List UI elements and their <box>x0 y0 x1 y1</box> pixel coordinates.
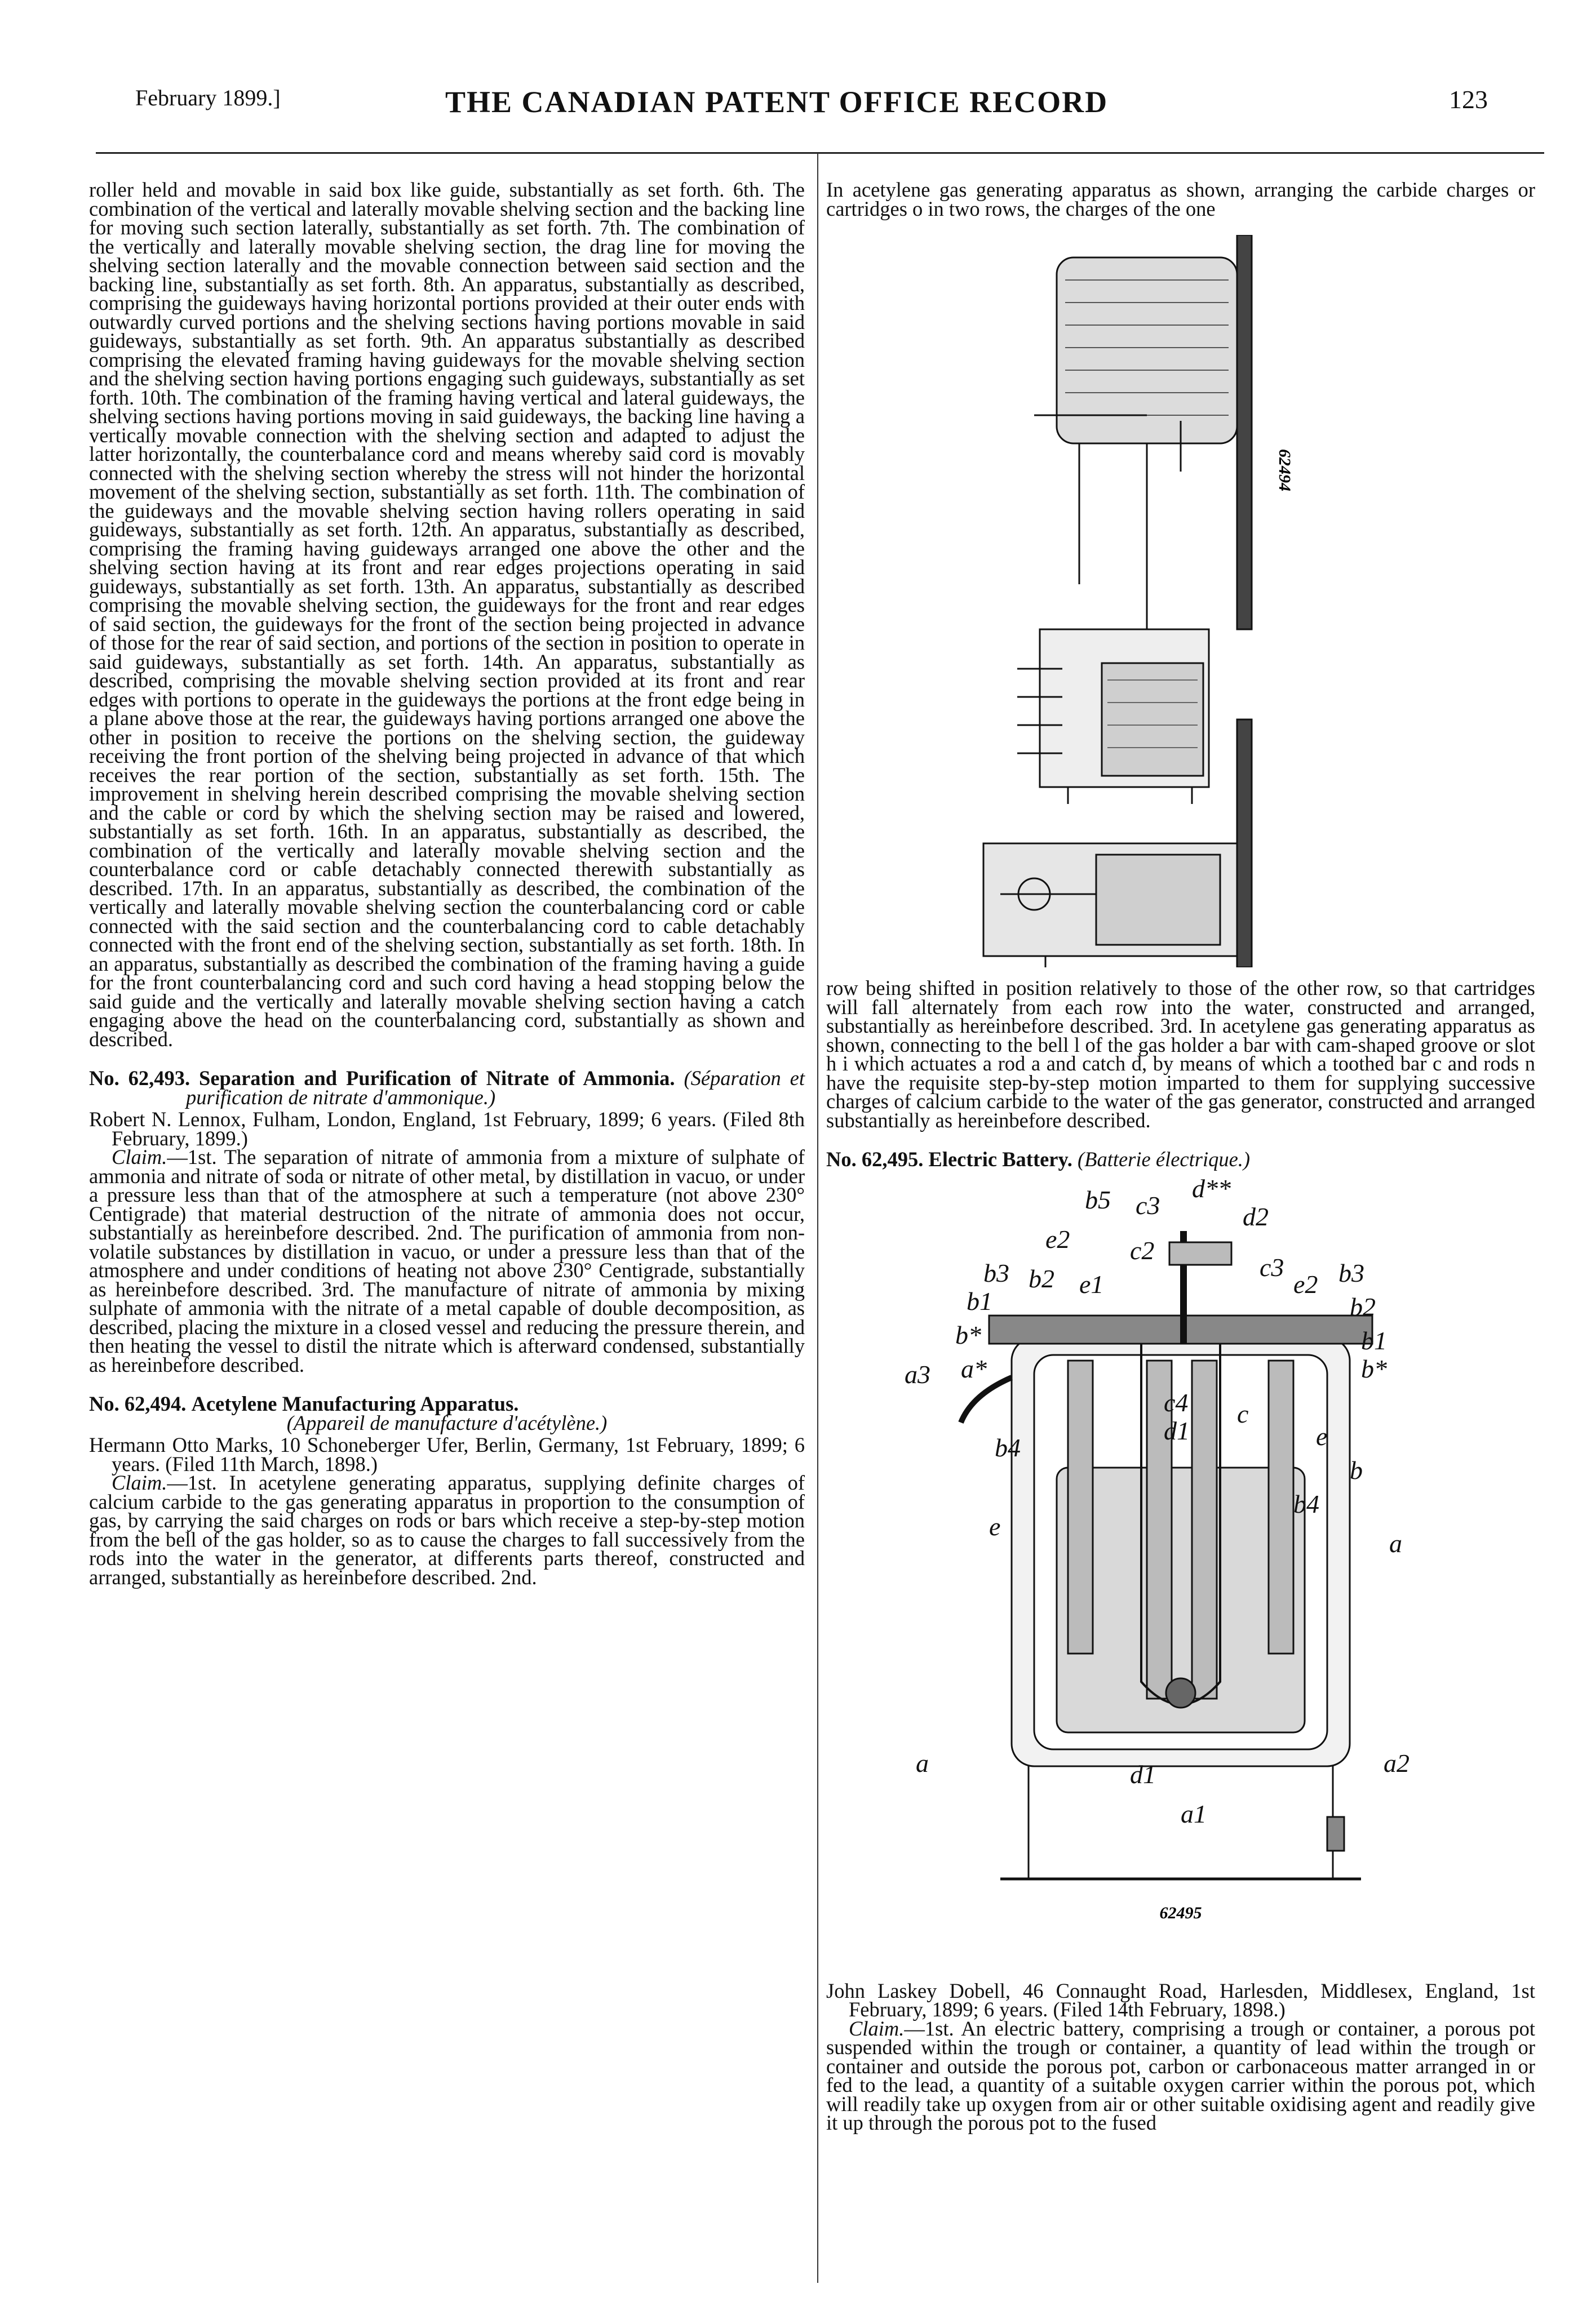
patent-62494-inventor: Hermann Otto Marks, 10 Schoneberger Ufer, Berlin, Germany, 1st February, 1899; 6 years. (Filed 11th March, 1898.) <box>89 1433 805 1476</box>
figure-label: b3 <box>983 1258 1009 1287</box>
figure-label: d1 <box>1130 1759 1156 1789</box>
figure-label: e1 <box>1079 1269 1104 1299</box>
issue-date: February 1899.] <box>135 85 281 110</box>
figure-label: b1 <box>1361 1326 1387 1355</box>
patent-number: No. 62,495. <box>826 1148 924 1171</box>
figure-label: d** <box>1192 1174 1231 1203</box>
figure-label: a3 <box>905 1359 930 1389</box>
shelving-claims-continuation: roller held and movable in said box like guide, substantially as set forth. 6th. The combination of the vertical and laterally movable shelving section and the backing line for moving such section laterally, substantially as set forth. 7th. The combination of the vertically and laterally movable shelving section, the drag line for moving the shelving section laterally and the movable connection between said section and the backing line, substantially as set forth. 8th. An apparatus, substantially as described, comprising the guideways having horizontal portions provided at their outer ends with outwardly curved portions and the shelving sections having portions movable in said guideways, substantially as set forth. 9th. An apparatus substantially as described comprising the elevated framing having guideways for the movable shelving section and the shelving section having portions engaging such guideways, substantially as set forth. 10th. The combination of the framing having vertical and lateral guideways, the shelving sections having portions moving in said guideways, the backing line having a vertically movable connection with the shelving section and adapted to adjust the latter horizontally, the counterbalance cord and means whereby said cord is movably connected with the shelving section whereby the stress will not hinder the horizontal movement of the shelving section, substantially as set forth. 11th. The combination of the guideways and the movable shelving section having rollers operating in said guideways, substantially as set forth. 12th. An apparatus, substantially as described, comprising the framing having guideways arranged one above the other and the shelving section having at its front and rear edges projections operating in said guideways, substantially as set forth. 13th. An apparatus, substantially as described comprising the movable shelving section, the guideways for the front and rear edges of said section, the guideways for the front of the section being projected in advance of those for the rear of said section, and portions of the section in position to operate in said guideways, substantially as set forth. 14th. An apparatus, substantially as described, comprising the movable shelving section provided at its front and rear edges with portions to operate in the guideways the portions at the front edge being in a plane above those at the rear, the guideways having portions arranged one above the other in position to receive the portions on the shelving section, the guideway receiving the front portion of the shelving being projected in advance of that which receives the rear portion of the section, substantially as set forth. 15th. The improvement in shelving herein described comprising the movable shelving section and the cable or cord by which the shelving section may be raised and lowered, substantially as set forth. 16th. In an apparatus, substantially as described, the combination of the vertically and laterally movable shelving section and the counterbalance cord or cable detachably connected therewith substantially as described. 17th. In an apparatus, substantially as described, the combination of the vertically and laterally movable shelving section the counterbalancing cord or cable connected with the said section and the counterbalancing cord to cable detachably connected with the front end of the shelving section, substantially as set forth. 18th. In an apparatus, substantially as described the combination of the framing having a guide for the front counterbalancing cord and such cord having a head stopping below the said guide and the vertically and laterally movable shelving section having a catch engaging above the head on the counterbalancing cord, substantially as shown and described. <box>89 178 805 1051</box>
figure-label: b3 <box>1338 1258 1364 1287</box>
left-column <box>89 180 805 1587</box>
patent-french-title: (Batterie électrique.) <box>1078 1148 1251 1171</box>
claim-label: Claim. <box>849 2016 905 2040</box>
figure-label: e <box>989 1512 1001 1541</box>
figure-label: b5 <box>1085 1185 1111 1214</box>
patent-62494-french-title: (Appareil de manufacture d'acétylène.) <box>286 1411 608 1434</box>
figure-label: e <box>1316 1421 1328 1451</box>
figure-label: a <box>916 1748 929 1778</box>
patent-62494-claims <box>89 1473 805 1587</box>
electric-battery-figure <box>899 1175 1462 1975</box>
figure-label: d2 <box>1243 1202 1269 1231</box>
claim-label: Claim. <box>112 1471 167 1494</box>
figure-caption-id: 62495 <box>1159 1903 1202 1922</box>
claim-label: Claim. <box>112 1145 167 1168</box>
figure-label: b2 <box>1029 1264 1054 1293</box>
patent-french-title: (Séparation et purification de nitrate d'ammonique.) <box>186 1067 805 1109</box>
patent-62493-heading <box>89 1069 805 1107</box>
figure-label: c3 <box>1260 1252 1284 1282</box>
patent-title: Separation and Purification of Nitrate of Ammonia. <box>199 1067 675 1090</box>
header-rule <box>96 152 1544 154</box>
figure-label: d1 <box>1164 1416 1190 1445</box>
figure-label: b1 <box>967 1286 992 1316</box>
figure-label: a* <box>961 1354 987 1383</box>
figure-label: c4 <box>1164 1388 1189 1417</box>
patent-62493-inventor: Robert N. Lennox, Fulham, London, England, 1st February, 1899; 6 years. (Filed 8th February, 1899.) <box>89 1108 805 1150</box>
right-column <box>826 180 1535 2132</box>
patent-62493-claims <box>89 1145 805 1376</box>
acetylene-claims-continuation-top: In acetylene gas generating apparatus as shown, arranging the carbide charges or cartridges o in two rows, the charges of the one <box>826 178 1535 220</box>
figure-label: c3 <box>1136 1190 1160 1220</box>
figure-label: a1 <box>1181 1799 1207 1828</box>
figure-label: b2 <box>1350 1292 1376 1321</box>
acetylene-claims-continuation-bottom: row being shifted in position relatively to those of the other row, so that cartridges will fall alternately from each row into the water, constructed and arranged, substantially as hereinbefore described. 3rd. In acetylene gas generating apparatus as shown, connecting to the bell l of the gas holder a bar with cam-shaped groove or slot h i which actuates a rod a and catch d, by means of which a toothed bar c and rods n have the requisite step-by-step motion imparted to them for supplying successive charges of calcium carbide to the water of the gas generator, constructed and arranged substantially as hereinbefore described. <box>826 976 1535 1132</box>
patent-title: Acetylene Manufacturing Apparatus. <box>191 1392 519 1415</box>
column-rule <box>817 153 818 2283</box>
figure-label: b <box>1350 1455 1363 1485</box>
figure-label: e2 <box>1293 1269 1318 1299</box>
figure-label: b* <box>955 1320 981 1349</box>
claim-text: —1st. In acetylene generating apparatus, supplying definite charges of calcium carbide to the gas generating apparatus in proportion to the consumption of gas, by carrying the said charges on rods or bars which receive a step-by-step motion from the bell of the gas holder, so as to cause the charges to fall successively from the rods into the water in the generator, at differents parts thereof, constructed and arranged, substantially as hereinbefore described. 2nd. <box>89 1471 805 1589</box>
figure-label: a <box>1389 1528 1402 1558</box>
patent-62495-inventor: John Laskey Dobell, 46 Connaught Road, Harlesden, Middlesex, England, 1st February, 1899; 6 years. (Filed 14th February, 1898.) <box>826 1979 1535 2021</box>
figure-label: e2 <box>1045 1224 1070 1254</box>
claim-text: —1st. An electric battery, comprising a trough or container, a porous pot suspended within the trough or container, a quantity of lead within the trough or container and outside the porous pot, carbon or carbonaceous matter arranged in or fed to the lead, a quantity of a suitable oxygen carrier within the porous pot, which will readily take up oxygen from air or other suitable oxidising agent and readily give it up through the porous pot to the fused <box>826 2016 1535 2134</box>
acetylene-apparatus-figure <box>967 235 1395 967</box>
journal-title: THE CANADIAN PATENT OFFICE RECORD <box>445 85 1109 119</box>
page-number: 123 <box>1449 85 1488 114</box>
figure-caption-id: 62494 <box>1275 449 1294 491</box>
figure-label: c <box>1237 1399 1249 1428</box>
figure-label: c2 <box>1130 1236 1155 1265</box>
patent-number: No. 62,494. <box>89 1392 187 1415</box>
claim-text: —1st. The separation of nitrate of ammonia from a mixture of sulphate of ammonia and nitrate of soda or nitrate of other metal, by distillation in vacuo, or under a pressure less than that of the atmosphere at such a temperature (not above 230° Centigrade) that material destruction of the nitrate of ammonia does not occur, substantially as hereinbefore described. 2nd. The purification of ammonia from non-volatile substances by distillation in vacuo, or under a pressure less than that of the atmosphere and under conditions of heating not above 230° Centigrade, substantially as hereinbefore described. 3rd. The manufacture of nitrate of ammonia by mixing sulphate of ammonia with the nitrate of a metal capable of double decomposition, as described, placing the mixture in a closed vessel and reducing the pressure therein, and then heating the vessel to distil the nitrate which is afterward condensed, substantially as hereinbefore described. <box>89 1145 805 1376</box>
figure-label: b* <box>1361 1354 1387 1383</box>
patent-62495-heading <box>826 1150 1535 1169</box>
patent-title: Electric Battery. <box>928 1148 1072 1171</box>
patent-62495-claims <box>826 2016 1535 2134</box>
patent-number: No. 62,493. <box>89 1067 190 1090</box>
figure-label: b4 <box>1293 1489 1319 1518</box>
figure-label: a2 <box>1384 1748 1409 1778</box>
figure-label: b4 <box>995 1433 1021 1462</box>
patent-62494-heading <box>89 1394 805 1414</box>
